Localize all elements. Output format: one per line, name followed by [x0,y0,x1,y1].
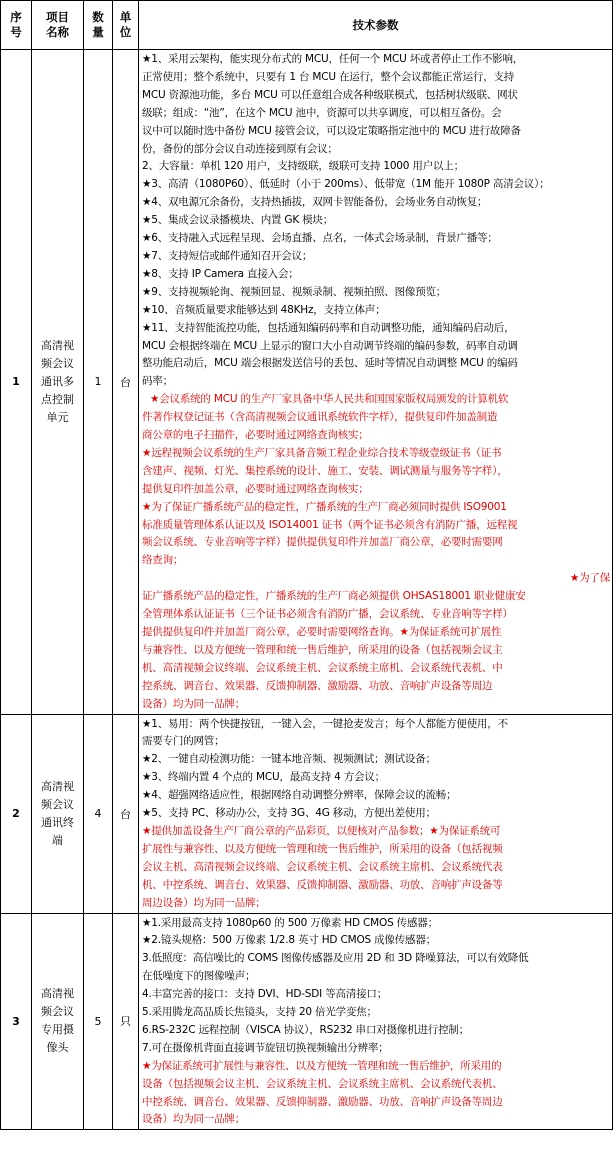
item-name-part: 像头 [46,1041,69,1055]
spec-line: ★2、一键自动检测功能：一键本地音频、视频测试；测试设备； [142,753,436,766]
spec-requirement-line: 提供提供复印件并加盖厂商公章，必要时需要网络查询。★为保证系统可扩展性 [142,626,502,638]
spec-requirement-line: 频会议系统、专业音响等字样）提供提供复印件并加盖厂商公章，必要时需要网 [142,536,503,549]
spec-requirement-line: 设备）均为同一品牌； [142,1113,245,1126]
spec-requirement-line: ★提供加盖设备生产厂商公章的产品彩页，以便核对产品参数；★为保证系统可 [142,824,501,837]
spec-line: ★9、支持视频轮询、视频回显、视频录制、视频拍照、图像预览； [142,285,447,298]
spec-line: 5.采用腾龙高品质长焦镜头，支持 20 倍光学变焦； [142,1006,377,1019]
spec-requirement-line: ★会议系统的 MCU 的生产厂家具备中华人民共和国国家版权局颁发的计算机软 [150,393,509,406]
spec-line: 在低噪度下的图像噪声； [142,970,256,983]
item-quantity: 4 [84,714,113,913]
spec-line: ★1、采用云架构，能实现分布式的 MCU，任何一个 MCU 坏或者停止工作不影响， [142,53,524,65]
item-name [32,50,84,715]
spec-requirement-line: 中控系统、调音台、效果器、反馈抑制器、激励器、功放、音响扩声设备等周边 [142,1095,503,1108]
item-name-part: 单元 [46,410,69,424]
spec-requirement-line: 会议主机、高清视频会议终端、会议系统主机、会议系统主席机、会议系统代表 [142,860,503,873]
item-quantity: 1 [84,50,113,715]
spec-line: 份，备份的部分会议自动连接到原有会议； [142,142,338,155]
table-row [1,50,613,715]
spec-requirement-line: 与兼容性、以及方便统一管理和统一售后维护，所采用的设备（包括视频会议主 [142,643,503,656]
header-row [1,1,613,50]
item-name-part: 高清视 [41,338,74,352]
item-name-part: 专用摄 [41,1023,74,1037]
item-name-part: 高清视 [41,779,74,793]
spec-requirement-line: 络查询； [142,554,184,567]
spec-requirement-line: 设备（包括视频会议主机、会议系统主机、会议系统主席机、会议系统代表机、 [142,1077,503,1090]
spec-line: 6.RS-232C 远程控制（VISCA 协议），RS232 串口对摄像机进行控制； [142,1023,469,1036]
item-unit: 台 [113,50,139,715]
spec-line: ★5、集成会议录播模块、内置 GK 模块； [142,214,334,227]
spec-line: ★4、双电源冗余备份，支持热插拔，双网卡智能备份，会场业务自动恢复； [142,196,488,209]
spec-line: ★5、支持 PC、移动办公，支持 3G、4G 移动，方便出差使用； [142,807,436,820]
spec-requirement-line: 扩展性与兼容性、以及方便统一管理和统一售后维护，所采用的设备（包括视频 [142,842,503,855]
spec-requirement-line: 周边设备）均为同一品牌； [142,896,266,909]
item-specification [139,714,613,913]
item-name-part: 频会议 [41,797,74,811]
table-row [1,913,613,1130]
spec-line: ★1、易用：两个快捷按钮，一键入会，一键抢麦发言；每个人都能方便使用，不 [142,717,508,730]
spec-line: ★11、支持智能流控功能，包括通知编码码率和自动调整功能，通知编码启动后， [142,321,515,334]
spec-requirement-line: 全管理体系认证证书（三个证书必须含有消防广播，会议系统、专业音响等字样） [142,608,513,621]
spec-line: ★6、支持融入式远程呈现、会场直播、点名，一体式会场录制，背景广播等； [142,232,498,245]
spec-line: ★8、支持 IP Camera 直接入会； [142,267,299,280]
table-row [1,714,613,913]
header-unit: 单 位 [113,1,139,50]
row-number: 3 [1,913,32,1130]
spec-line: 正常使用；整个系统中，只要有 1 台 MCU 在运行，整个会议都能正常运行，支持 [142,70,515,83]
item-quantity: 5 [84,913,113,1130]
spec-line: MCU 会根据终端在 MCU 上显示的窗口大小自动调节终端的编码参数，码率自动调 [142,339,518,352]
spec-line: ★10、音频质量要求能够达到 48KHz，支持立体声； [142,303,386,316]
spec-line: 码率； [142,375,173,388]
spec-line: 7.可在摄像机背面直接调节旋钮切换视频输出分辨率； [142,1041,389,1054]
spec-line: 3.低照度：高信噪比的 COMS 图像传感器及应用 2D 和 3D 降噪算法，可以有效降低 [142,952,529,965]
spec-requirement-line: 标准质量管理体系认证以及 ISO14001 证书（两个证书必须含有消防广播，远程视 [142,518,518,531]
item-name-part: 频会议 [41,1005,74,1019]
spec-requirement-line: ★为了保证广播系统产品的稳定性，广播系统的生产厂商必须同时提供 ISO9001 [142,500,507,513]
spec-line: 议中可以随时选中备份 MCU 接管会议，可以设定策略指定池中的 MCU 进行故障备 [142,124,521,137]
item-specification [139,913,613,1130]
header-name: 项目 名称 [32,1,84,50]
header-qty: 数 量 [84,1,113,50]
spec-requirement-line: 机、中控系统、调音台、效果器、反馈抑制器、激励器、功放、音响扩声设备等 [142,878,503,891]
spec-requirement-line: 含建声、视频、灯光、集控系统的设计、施工、安装、调试测量与服务等字样）， [142,464,508,477]
spec-line: 需要专门的网管； [142,735,225,748]
spec-requirement-line: 证广播系统产品的稳定性，广播系统的生产厂商必须提供 OHSAS18001 职业健康安 [142,590,526,603]
item-name [32,714,84,913]
item-name-part: 频会议 [41,356,74,370]
item-unit: 台 [113,714,139,913]
header-no: 序 号 [1,1,32,50]
item-name-part: 通讯多 [41,374,74,388]
spec-line: ★3、终端内置 4 个点的 MCU，最高支持 4 方会议； [142,771,385,784]
spec-line: ★4、超强网络适应性，根据网络自动调整分辨率，保障会议的流畅； [142,789,457,802]
item-specification [139,50,613,715]
item-unit: 只 [113,913,139,1130]
spec-line: ★2.镜头规格：500 万像素 1/2.8 英寸 HD CMOS 成像传感器； [142,934,436,947]
spec-requirement-line: 控系统、调音台、效果器、反馈抑制器、激励器、功放、音响扩声设备等周边 [142,679,493,692]
spec-line: ★1.采用最高支持 1080p60 的 500 万像素 HD CMOS 传感器； [142,916,438,929]
header-spec: 技术参数 [139,1,613,50]
spec-line: MCU 资源池功能，多台 MCU 可以任意组合成各种级联模式，包括树状级联、网状 [142,88,518,101]
spec-line: 级联；组成：“池”，在这个 MCU 池中，资源可以共享调度，可以相互备份。会 [142,106,502,119]
item-name-part: 端 [52,833,63,847]
spec-requirement-line: 机、高清视频会议终端、会议系统主机、会议系统主席机、会议系统代表机、中 [142,661,503,674]
item-name-part: 通讯终 [41,815,74,829]
item-name [32,913,84,1130]
spec-line: ★3、高清（1080P60）、低延时（小于 200ms）、低带宽（1M 能开 1080P 高清会议）； [142,178,550,191]
row-number: 1 [1,50,32,715]
item-name-part: 点控制 [41,392,74,406]
spec-requirement-line: ★为了保 [569,572,610,585]
spec-requirement-line: 提供复印件加盖公章，必要时通过网络查询核实； [142,482,369,495]
spec-line: 4.丰富完善的接口：支持 DVI、HD-SDI 等高清接口； [142,988,387,1001]
item-name-part: 高清视 [41,987,74,1001]
spec-requirement-line: 设备）均为同一品牌； [142,697,245,710]
spec-requirement-line: ★为保证系统可扩展性与兼容性、以及方便统一管理和统一售后维护，所采用的 [142,1059,502,1072]
spec-requirement-line: ★远程视频会议系统的生产厂家具备音频工程企业综合技术等级壹级证书（证书 [142,446,502,459]
spec-requirement-line: 件著作权登记证书（含高清视频会议通讯系统软件字样），提供复印件加盖制造 [142,411,498,424]
row-number: 2 [1,714,32,913]
spec-line: 整功能启动后，MCU 端会根据发送信号的丢包、延时等情况自动调整 MCU 的编码 [142,357,518,370]
spec-requirement-line: 商公章的电子扫描件，必要时通过网络查询核实； [142,429,369,442]
spec-line: ★7、支持短信或邮件通知召开会议； [142,249,313,262]
spec-line: 2、大容量：单机 120 用户，支持级联，级联可支持 1000 用户以上； [142,160,464,173]
